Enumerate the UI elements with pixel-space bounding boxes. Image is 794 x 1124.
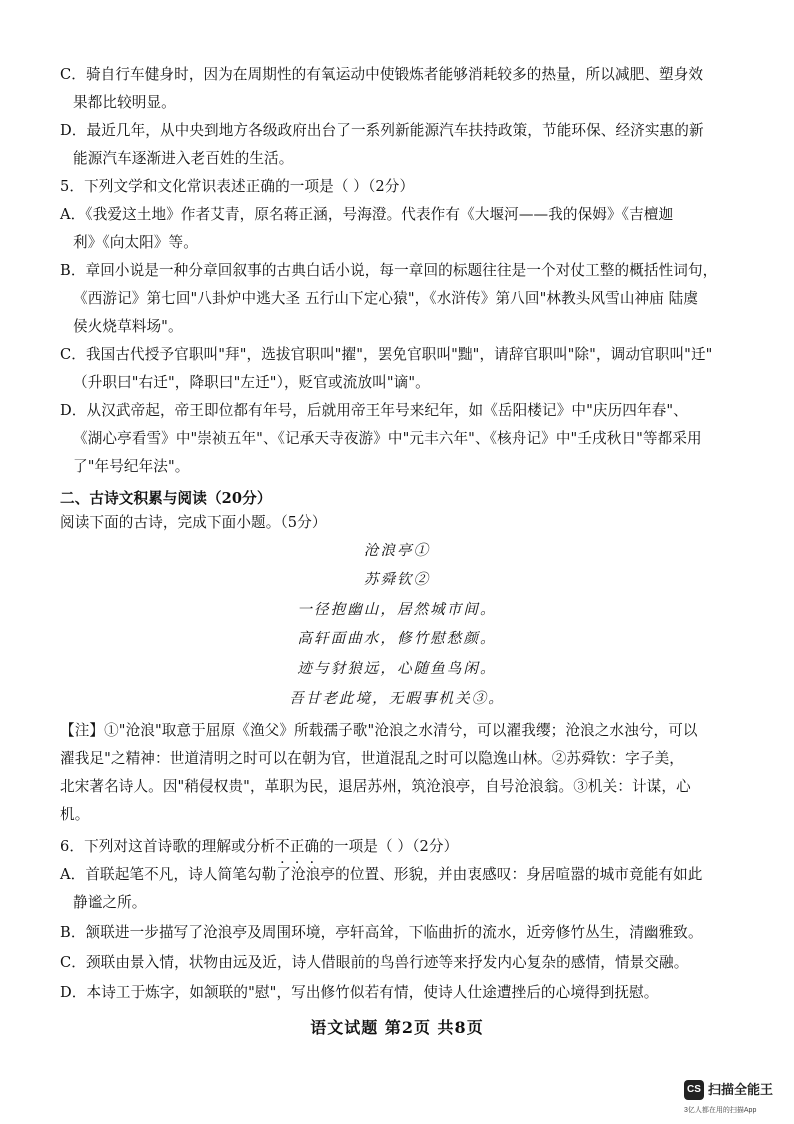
section-heading: 二、古诗文积累与阅读（20分）: [60, 490, 272, 507]
q5-option-b-line1: B．章回小说是一种分章回叙事的古典白话小说，每一章回的标题往往是一个对仗工整的概括性词句，: [60, 262, 718, 279]
q5-option-b-line3: 侯火烧草料场"。: [73, 318, 183, 335]
option-c-line2: 果都比较明显。: [73, 94, 176, 111]
note-line2: 濯我足"之精神：世道清明之时可以在朝为官，世道混乱之时可以隐逸山林。②苏舜钦：字子美，: [60, 750, 684, 767]
poem-line-4: 吾甘老此境，无暇事机关③。: [289, 690, 505, 707]
q6-option-b: B．颔联进一步描写了沧浪亭及周围环境，亭轩高耸，下临曲折的流水，近旁修竹丛生，清幽雅致。: [60, 924, 703, 941]
q6-emphasis-char: 正: [289, 838, 305, 855]
q6-option-a-line2: 静谧之所。: [73, 894, 147, 911]
poem-author: 苏舜钦②: [363, 571, 431, 588]
question-5: 5．下列文学和文化常识表述正确的一项是（ ）（2分）: [60, 178, 415, 195]
note-line1: 【注】①"沧浪"取意于屈原《渔父》所载孺子歌"沧浪之水清兮，可以濯我缨；沧浪之水浊兮，可以: [60, 722, 698, 739]
q5-option-c-line2: （升职曰"右迁"，降职曰"左迁"），贬官或流放叫"谪"。: [73, 374, 430, 391]
note-line4: 机。: [60, 806, 90, 823]
page-footer: 语文试题 第2页 共8页: [310, 1018, 484, 1037]
note-line3: 北宋著名诗人。因"稍侵权贵"，革职为民，退居苏州，筑沧浪亭，自号沧浪翁。③机关：计谋，心: [60, 778, 691, 795]
q6-emphasis-char: 不: [275, 838, 290, 855]
q6-emphasis-char: 确: [304, 838, 320, 855]
q6-text-end: 的一项是（ ）（2分）: [319, 838, 459, 855]
option-d-line2: 能源汽车逐渐进入老百姓的生活。: [73, 150, 294, 167]
poem-line-1: 一径抱幽山，居然城市间。: [297, 601, 497, 618]
q5-option-d-line1: D．从汉武帝起，帝王即位都有年号，后就用帝王年号来纪年，如《岳阳楼记》中"庆历四年春"、: [60, 402, 688, 419]
q6-option-c: C．颈联由景入情，状物由远及近，诗人借眼前的鸟兽行迹等来抒发内心复杂的感情，情景交融。: [60, 954, 689, 971]
scanner-tagline: 3亿人都在用的扫描App: [684, 1107, 757, 1114]
scanner-watermark: [684, 1078, 794, 1124]
q5-option-b-line2: 《西游记》第七回"八卦炉中逃大圣 五行山下定心猿"，《水浒传》第八回"林教头风雪山神庙 陆虞: [73, 290, 699, 307]
q5-option-a-line2: 利》《向太阳》等。: [73, 234, 198, 251]
q5-option-c-line1: C．我国古代授予官职叫"拜"，选拔官职叫"擢"，罢免官职叫"黜"，请辞官职叫"除"，调动官职叫"迁": [60, 346, 713, 363]
poem-title: 沧浪亭①: [363, 542, 431, 559]
reading-instruction: 阅读下面的古诗，完成下面小题。（5分）: [60, 514, 327, 531]
option-d-line1: D．最近几年，从中央到地方各级政府出台了一系列新能源汽车扶持政策，节能环保、经济实惠的新: [60, 122, 704, 139]
q6-text-start: 6．下列对这首诗歌的理解或分析: [60, 838, 276, 855]
q5-option-d-line2: 《湖心亭看雪》中"崇祯五年"、《记承天寺夜游》中"元丰六年"、《核舟记》中"壬戌秋日"等都采用: [73, 430, 702, 447]
option-c-line1: C．骑自行车健身时，因为在周期性的有氧运动中使锻炼者能够消耗较多的热量，所以减肥、塑身效: [60, 66, 704, 83]
scanner-app-name: 扫描全能王: [708, 1082, 774, 1097]
scanner-logo-icon: CS: [684, 1080, 704, 1100]
poem-line-3: 迹与豺狼远，心随鱼鸟闲。: [297, 660, 497, 677]
q6-option-a-line1: A．首联起笔不凡，诗人简笔勾勒了沧浪亭的位置、形貌，并由衷感叹：身居喧嚣的城市竟能有如此: [60, 866, 703, 883]
q6-option-d: D．本诗工于炼字，如颔联的"慰"，写出修竹似若有情，使诗人仕途遭挫后的心境得到抚慰。: [60, 984, 659, 1001]
question-6: [60, 834, 736, 860]
poem-line-2: 高轩面曲水，修竹慰愁颜。: [297, 630, 497, 647]
q5-option-a-line1: A．《我爱这土地》作者艾青，原名蒋正涵，号海澄。代表作有《大堰河——我的保姆》《吉檀迦: [60, 206, 674, 223]
q5-option-d-line3: 了"年号纪年法"。: [73, 458, 190, 475]
